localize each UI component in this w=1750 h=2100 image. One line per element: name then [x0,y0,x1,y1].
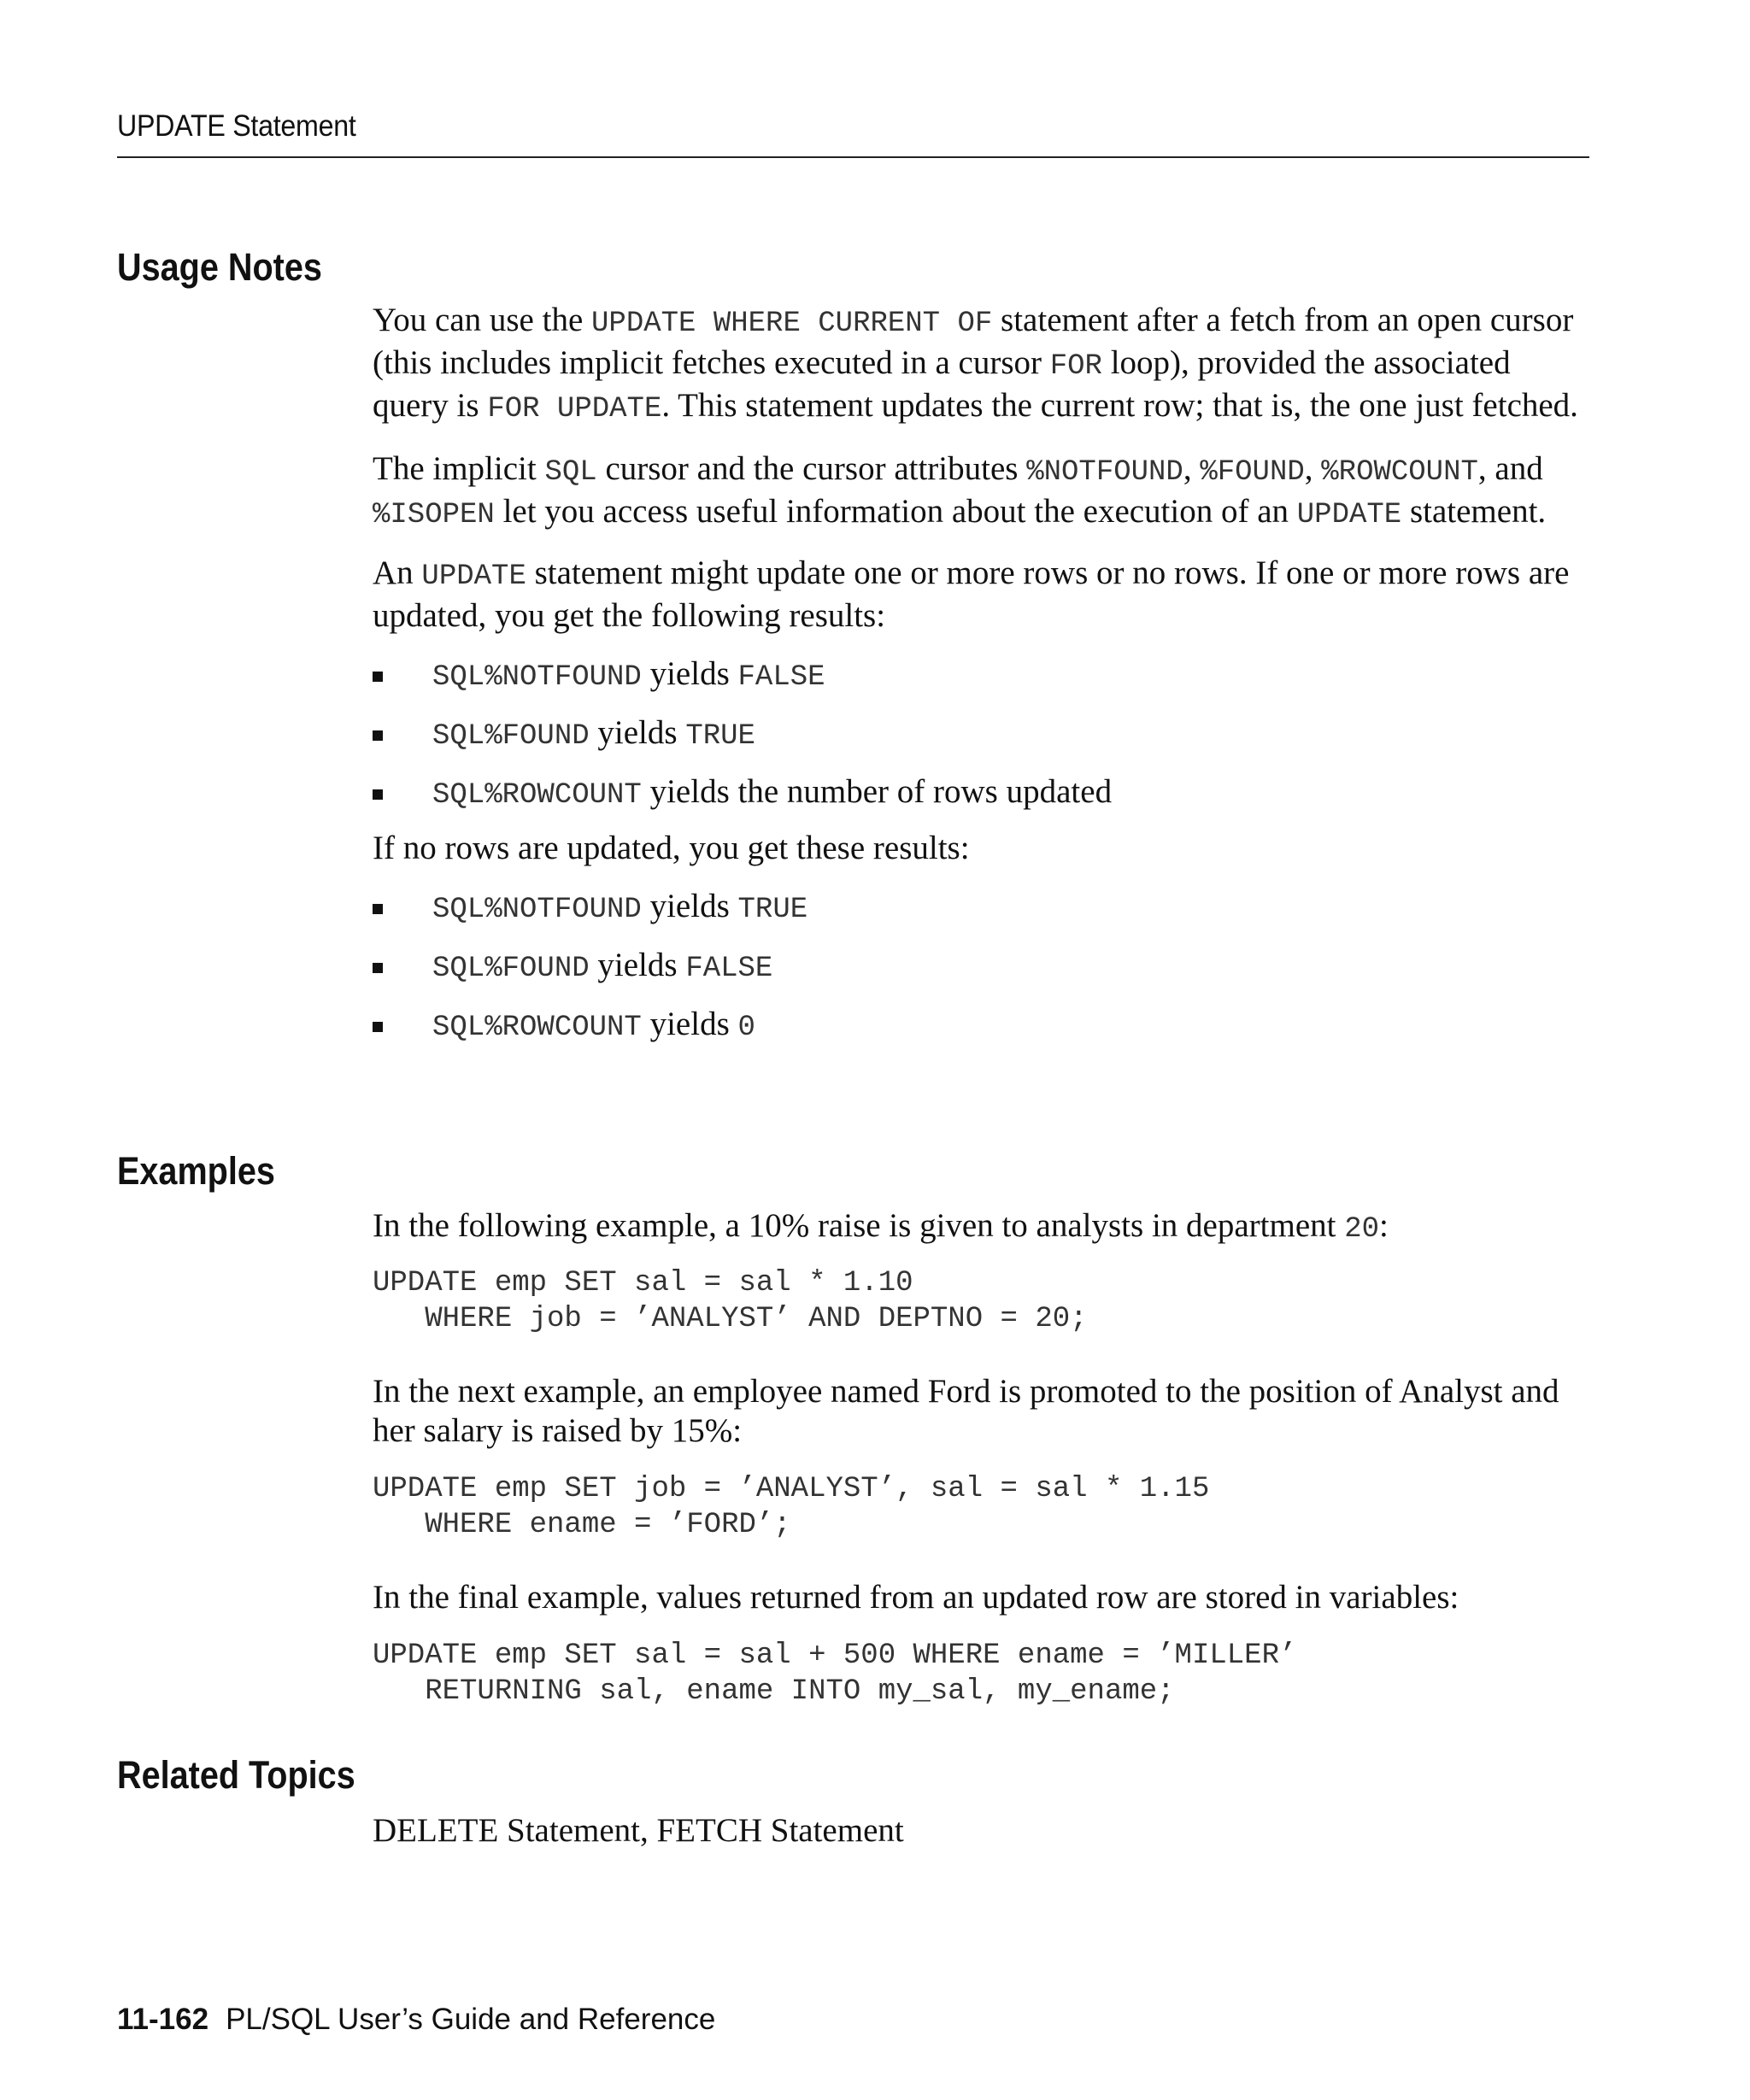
text-run: : [1379,1207,1389,1244]
bullet-icon [373,904,383,914]
example-paragraph-3: In the final example, values returned from an updated row are stored in variables: [373,1579,1459,1616]
page-number: 11-162 [117,2003,209,2036]
book-title: PL/SQL User’s Guide and Reference [226,2003,716,2036]
code-inline: TRUE [685,720,755,753]
text-run: the number of rows updated [737,773,1113,810]
examples-heading: Examples [117,1149,275,1193]
text-run: yields [641,655,738,692]
code-inline: UPDATE [421,560,526,593]
list-item [373,654,1586,713]
text-run: , [1183,450,1201,487]
bullet-icon [373,672,383,682]
text-run: You can use the [373,302,592,338]
text-run: let you access useful information about the execution of an [494,493,1297,530]
code-example-3: UPDATE emp SET sal = sal + 500 WHERE ename = ’MILLER’ RETURNING sal, ename INTO my_sal, my_ename; [373,1640,1297,1708]
text-run: statement after a fetch from an open cursor (this includes implicit fetches executed in a cursor [373,302,1574,381]
usage-paragraph-4: If no rows are updated, you get these results: [373,830,970,866]
usage-notes-heading: Usage Notes [117,245,322,289]
text-run: yields [641,1006,738,1042]
code-inline: FALSE [685,953,773,985]
example-intro-2 [373,1372,1586,1451]
usage-notes-body [373,301,1586,1064]
usage-paragraph-3 [373,554,1586,636]
list-item [373,713,1586,772]
usage-paragraph-2 [373,449,1586,535]
text-run: In the following example, a 10% raise is given to analysts in department [373,1207,1345,1244]
code-inline: UPDATE WHERE CURRENT OF [591,308,993,340]
list-item [373,887,1586,946]
code-example-2: UPDATE emp SET job = ’ANALYST’, sal = sal * 1.15 WHERE ename = ’FORD’; [373,1473,1210,1541]
bullet-icon [373,963,383,973]
code-inline: %ISOPEN [373,499,495,531]
text-run: yields [641,888,738,924]
text-run: The implicit [373,450,545,487]
updated-results-list [373,654,1586,829]
code-inline: %ROWCOUNT [1321,456,1478,489]
related-topics-links: DELETE Statement, FETCH Statement [373,1812,904,1849]
text-run: yields [641,773,738,810]
code-inline: SQL [544,456,597,489]
code-inline: SQL%FOUND [432,720,590,753]
code-inline: 0 [737,1012,755,1044]
code-inline: SQL%FOUND [432,953,590,985]
code-inline: SQL%ROWCOUNT [432,779,642,812]
bullet-icon [373,789,383,800]
text-run: statement. [1401,493,1547,530]
code-inline: 20 [1344,1213,1380,1246]
text-run: , [1304,450,1322,487]
text-run: , and [1477,450,1543,487]
text-run: yields [589,714,686,751]
list-item [373,772,1586,829]
code-inline: SQL%NOTFOUND [432,894,642,926]
code-inline: SQL%NOTFOUND [432,661,642,694]
list-item [373,946,1586,1005]
code-inline: %NOTFOUND [1026,456,1183,489]
bullet-icon [373,730,383,741]
text-run: cursor and the cursor attributes [596,450,1027,487]
code-inline: FOR [1049,350,1102,383]
related-topics-body [373,1811,1586,1851]
header-rule [117,156,1589,158]
no-rows-results-list [373,887,1586,1064]
page-footer [117,2003,715,2037]
code-example-1: UPDATE emp SET sal = sal * 1.10 WHERE job = ’ANALYST’ AND DEPTNO = 20; [373,1267,1088,1335]
code-inline: UPDATE [1296,499,1402,531]
example-paragraph-2: In the next example, an employee named Ford is promoted to the position of Analyst and her salary is raised by 15%: [373,1373,1559,1449]
bullet-icon [373,1022,383,1032]
text-run: statement might update one or more rows or no rows. If one or more rows are updated, you get the following results: [373,554,1570,634]
usage-paragraph-1 [373,301,1586,429]
text-run: yields [589,947,686,983]
list-item [373,1005,1586,1064]
code-inline: FOR UPDATE [487,393,662,425]
code-inline: %FOUND [1200,456,1305,489]
code-inline: SQL%ROWCOUNT [432,1012,642,1044]
text-run: An [373,554,422,591]
code-inline: TRUE [737,894,808,926]
example-intro-1 [373,1206,1586,1249]
text-run: . This statement updates the current row; that is, the one just fetched. [661,387,1578,424]
related-topics-heading: Related Topics [117,1753,355,1797]
text-run: loop), provided the associated query is [373,344,1511,424]
example-intro-3 [373,1578,1586,1617]
code-inline: FALSE [737,661,825,694]
running-header-title: UPDATE Statement [117,109,356,143]
example-paragraph-1 [373,1206,1586,1249]
